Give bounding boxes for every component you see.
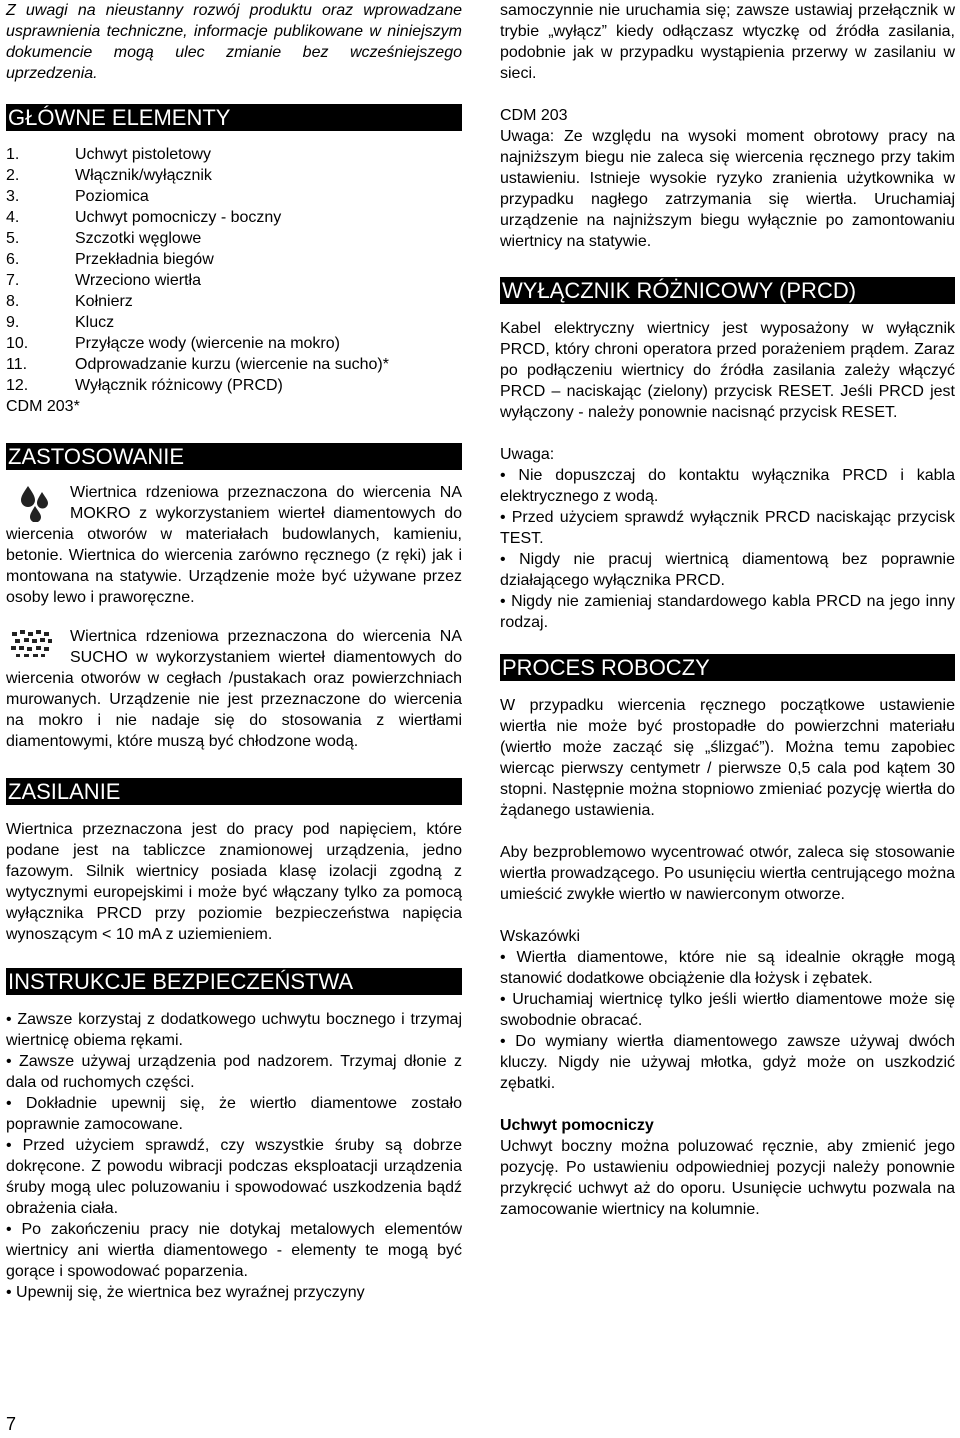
water-drops-icon bbox=[6, 482, 68, 522]
list-item: • Zawsze korzystaj z dodatkowego uchwytu bocznego i trzymaj wiertnicę obiema rękami. bbox=[6, 1011, 462, 1049]
list-item: 6. Przekładnia biegów bbox=[6, 251, 214, 268]
list-item: • Zawsze używaj urządzenia pod nadzorem. Trzymaj dłonie z dala od ruchomych części. bbox=[6, 1053, 462, 1091]
usage-dry-text: Wiertnica rdzeniowa przeznaczona do wiercenia NA SUCHO w wykorzystaniem wierteł diamentowych do wiercenia otworów w cegłach /pustakach oraz powierzchniach murowanych. Urządzenie nie jest przeznaczone do wiercenia na mokro i nie nadaje się do stosowania z wiertłami diamentowymi, które muszą być chłodzone wodą. bbox=[6, 628, 462, 750]
process-heading: PROCES ROBOCZY bbox=[500, 654, 955, 681]
list-item: • Dokładnie upewnij się, że wiertło diamentowe zostało poprawnie zamocowane. bbox=[6, 1095, 462, 1133]
tips-list bbox=[500, 947, 955, 1094]
usage-heading: ZASTOSOWANIE bbox=[6, 443, 462, 470]
page-number: 7 bbox=[6, 1414, 17, 1434]
usage-dry bbox=[6, 626, 462, 752]
list-item: 11. Odprowadzanie kurzu (wiercenie na sucho)* bbox=[6, 356, 389, 373]
list-item: 1. Uchwyt pistoletowy bbox=[6, 146, 212, 163]
list-item: • Przed użyciem sprawdź wyłącznik PRCD naciskając przycisk TEST. bbox=[500, 509, 955, 547]
power-text: Wiertnica przeznaczona jest do pracy pod napięciem, które podane jest na tabliczce znamionowej urządzenia, jedno fazowym. Silnik wiertnicy posiada klasę izolacji zgodną z wytycznymi europejskimi i może być włączany tylko za pomocą wyłącznika PRCD przy poziomie bezpieczeństwa napięcia wynoszącym < 10 mA z uziemieniem. bbox=[6, 821, 462, 943]
list-item: • Uruchamiaj wiertnicę tylko jeśli wiertło diamentowe może się swobodnie obracać. bbox=[500, 991, 955, 1029]
right-column bbox=[500, 0, 955, 1220]
list-item: • Przed użyciem sprawdź, czy wszystkie śruby są dobrze dokręcone. Z powodu wibracji podczas eksploatacji urządzenia śruby mogą ulec poluzowaniu i spowodować uszkodzenia bądź obrażenia ciała. bbox=[6, 1137, 462, 1217]
prcd-note-label: Uwaga: bbox=[500, 446, 555, 463]
list-item: • Nigdy nie pracuj wiertnicą diamentową bez poprawnie działającego wyłącznika PRCD. bbox=[500, 551, 955, 589]
list-item: • Nigdy nie zamieniaj standardowego kabla PRCD na jego inny rodzaj. bbox=[500, 593, 955, 631]
list-item: 10. Przyłącze wody (wiercenie na mokro) bbox=[6, 335, 340, 352]
prcd-list bbox=[500, 465, 955, 633]
left-column bbox=[6, 0, 462, 1303]
tips-label: Wskazówki bbox=[500, 928, 581, 945]
aux-handle-text: Uchwyt boczny można poluzować ręcznie, aby zmienić jego pozycję. Po ustawieniu odpowiedniej pozycji należy ponownie przykręcić uchwyt aż do oporu. Usunięcie uchwytu pozwala na zamocowanie wiertnicy na kolumnie. bbox=[500, 1138, 955, 1218]
list-item: • Po zakończeniu pracy nie dotykaj metalowych elementów wiertnicy ani wiertła diamentowego - elementy te mogą być gorące i spowodować poparzenia. bbox=[6, 1221, 462, 1280]
continuation-text: samoczynnie nie uruchamia się; zawsze ustawiaj przełącznik w trybie „wyłącz” kiedy odłączasz wtyczkę od źródła zasilania, podobnie jak w przypadku wystąpienia przerwy w zasilaniu w sieci. bbox=[500, 2, 955, 82]
list-item: • Wiertła diamentowe, które nie są idealnie okrągłe mogą stanowić dodatkowe obciążenie dla łożysk i zębatek. bbox=[500, 949, 955, 987]
process-para-1: W przypadku wiercenia ręcznego początkowe ustawienie wiertła nie może być prostopadłe do powierzchni materiału (wiertło może zacząć się „ślizgać”). Można temu zapobiec wiercąc pierwszy centymetr / pierwsze 0,5 cala pod kątem 30 stopni. Następnie można stopniowo zmieniać pozycję wiertła do żądanego ustawienia. bbox=[500, 697, 955, 819]
main-elements-list bbox=[6, 144, 462, 396]
usage-wet bbox=[6, 482, 462, 608]
list-item: 8. Kołnierz bbox=[6, 293, 133, 310]
power-heading: ZASILANIE bbox=[6, 778, 462, 805]
dust-dots-icon bbox=[6, 626, 68, 666]
list-item: 7. Wrzeciono wiertła bbox=[6, 272, 201, 289]
list-item: 9. Klucz bbox=[6, 314, 115, 331]
list-item: • Nie dopuszczaj do kontaktu wyłącznika PRCD i kabla elektrycznego z wodą. bbox=[500, 467, 955, 505]
process-para-2: Aby bezproblemowo wycentrować otwór, zaleca się stosowanie wiertła prowadzącego. Po usunięciu wiertła centrującego można umieścić zwykłe wiertło w nawierconym otworze. bbox=[500, 844, 955, 903]
list-item: 5. Szczotki węglowe bbox=[6, 230, 202, 247]
intro-notice: Z uwagi na nieustanny rozwój produktu oraz wprowadzane usprawnienia techniczne, informacje publikowane w niniejszym dokumencie mogą ulec zmianie bez wcześniejszego uprzedzenia. bbox=[6, 2, 462, 82]
list-item: • Upewnij się, że wiertnica bez wyraźnej przyczyny bbox=[6, 1284, 365, 1301]
aux-handle-title: Uchwyt pomocniczy bbox=[500, 1117, 654, 1134]
prcd-text: Kabel elektryczny wiertnicy jest wyposażony w wyłącznik PRCD, który chroni operatora przed porażeniem prądem. Zaraz po podłączeniu wiertnicy do źródła zasilania zależy włączyć PRCD – naciskając (zielony) przycisk RESET. Jeśli PRCD jest wyłączony - należy ponownie nacisnąć przycisk RESET. bbox=[500, 320, 955, 421]
usage-wet-text: Wiertnica rdzeniowa przeznaczona do wiercenia NA MOKRO z wykorzystaniem wierteł diamentowych do wiercenia otworów w materiałach budowlanych, kamieniu, betonie. Wiertnica do wiercenia zarówno ręcznego (z ręki) jak i montowana na statywie. Urządzenie może być używane przez osoby lewo i praworęczne. bbox=[6, 484, 462, 606]
main-elements-heading: GŁÓWNE ELEMENTY bbox=[6, 104, 462, 131]
list-item: 12. Wyłącznik różnicowy (PRCD) bbox=[6, 377, 283, 394]
cdm-title: CDM 203 bbox=[500, 107, 568, 124]
safety-list bbox=[6, 1009, 462, 1303]
prcd-heading: WYŁĄCZNIK RÓŻNICOWY (PRCD) bbox=[500, 277, 955, 304]
list-item: 4. Uchwyt pomocniczy - boczny bbox=[6, 209, 282, 226]
safety-heading: INSTRUKCJE BEZPIECZEŃSTWA bbox=[6, 968, 462, 995]
list-footnote: CDM 203* bbox=[6, 398, 80, 415]
list-item: • Do wymiany wiertła diamentowego zawsze używaj dwóch kluczy. Nigdy nie używaj młotka, gdyż może on uszkodzić zębatki. bbox=[500, 1033, 955, 1092]
list-item: 2. Włącznik/wyłącznik bbox=[6, 167, 212, 184]
list-item: 3. Poziomica bbox=[6, 188, 149, 205]
cdm-text: Uwaga: Ze względu na wysoki moment obrotowy pracy na najniższym biegu nie zaleca się wiercenia ręcznego przy takim ustawieniu. Istnieje wysokie ryzyko zranienia użytkownika w przypadku nagłego zatrzymania się wiertła. Uruchamiaj urządzenie na najniższym biegu wyłącznie po zamontowaniu wiertnicy na statywie. bbox=[500, 128, 955, 250]
